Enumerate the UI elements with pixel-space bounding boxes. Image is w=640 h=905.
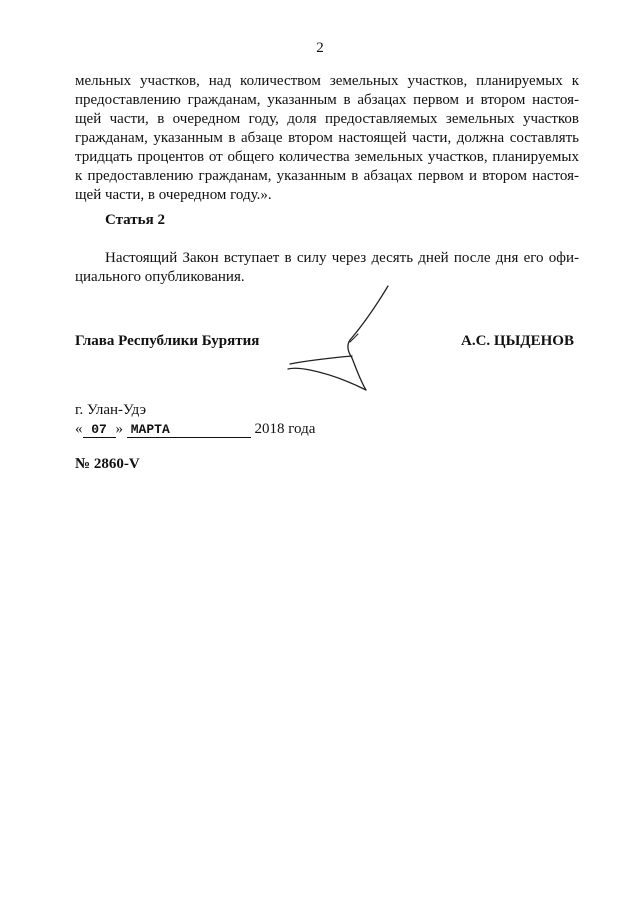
text-line: гражданам, указанным в абзаце втором настоящей части, должна составлять [75, 130, 579, 146]
page-number: 2 [316, 40, 324, 56]
handwritten-signature [280, 280, 400, 395]
date-open-quote: « [75, 421, 83, 437]
date-close-quote: » [115, 421, 123, 437]
signatory-title: Глава Республики Бурятия [75, 333, 260, 349]
text-line: щей части, в очередном году.». [75, 187, 272, 203]
text-line: предоставлению гражданам, указанным в абзацах первом и втором настоя- [75, 92, 579, 108]
text-line: к предоставлению гражданам, указанным в абзацах первом и втором настоя- [75, 168, 579, 184]
text-line: циального опубликования. [75, 269, 245, 285]
text-line: мельных участков, над количеством земельных участков, планируемых к [75, 73, 579, 89]
paragraph-amendment-text [75, 72, 579, 205]
text-line: щей части, в очередном году, доля предоставляемых земельных участков [75, 111, 579, 127]
date-day: 07 [83, 422, 116, 438]
text-line: Настоящий Закон вступает в силу через десять дней после дня его офи- [105, 250, 579, 266]
document-number: № 2860-V [75, 456, 140, 472]
text-line: тридцать процентов от общего количества земельных участков, планируемых [75, 149, 579, 165]
date-year: 2018 года [254, 421, 316, 437]
signing-date [75, 421, 315, 438]
date-month: МАРТА [127, 422, 251, 438]
article-heading: Статья 2 [105, 212, 165, 228]
signatory-name: А.С. ЦЫДЕНОВ [461, 333, 574, 349]
city: г. Улан-Удэ [75, 402, 147, 418]
